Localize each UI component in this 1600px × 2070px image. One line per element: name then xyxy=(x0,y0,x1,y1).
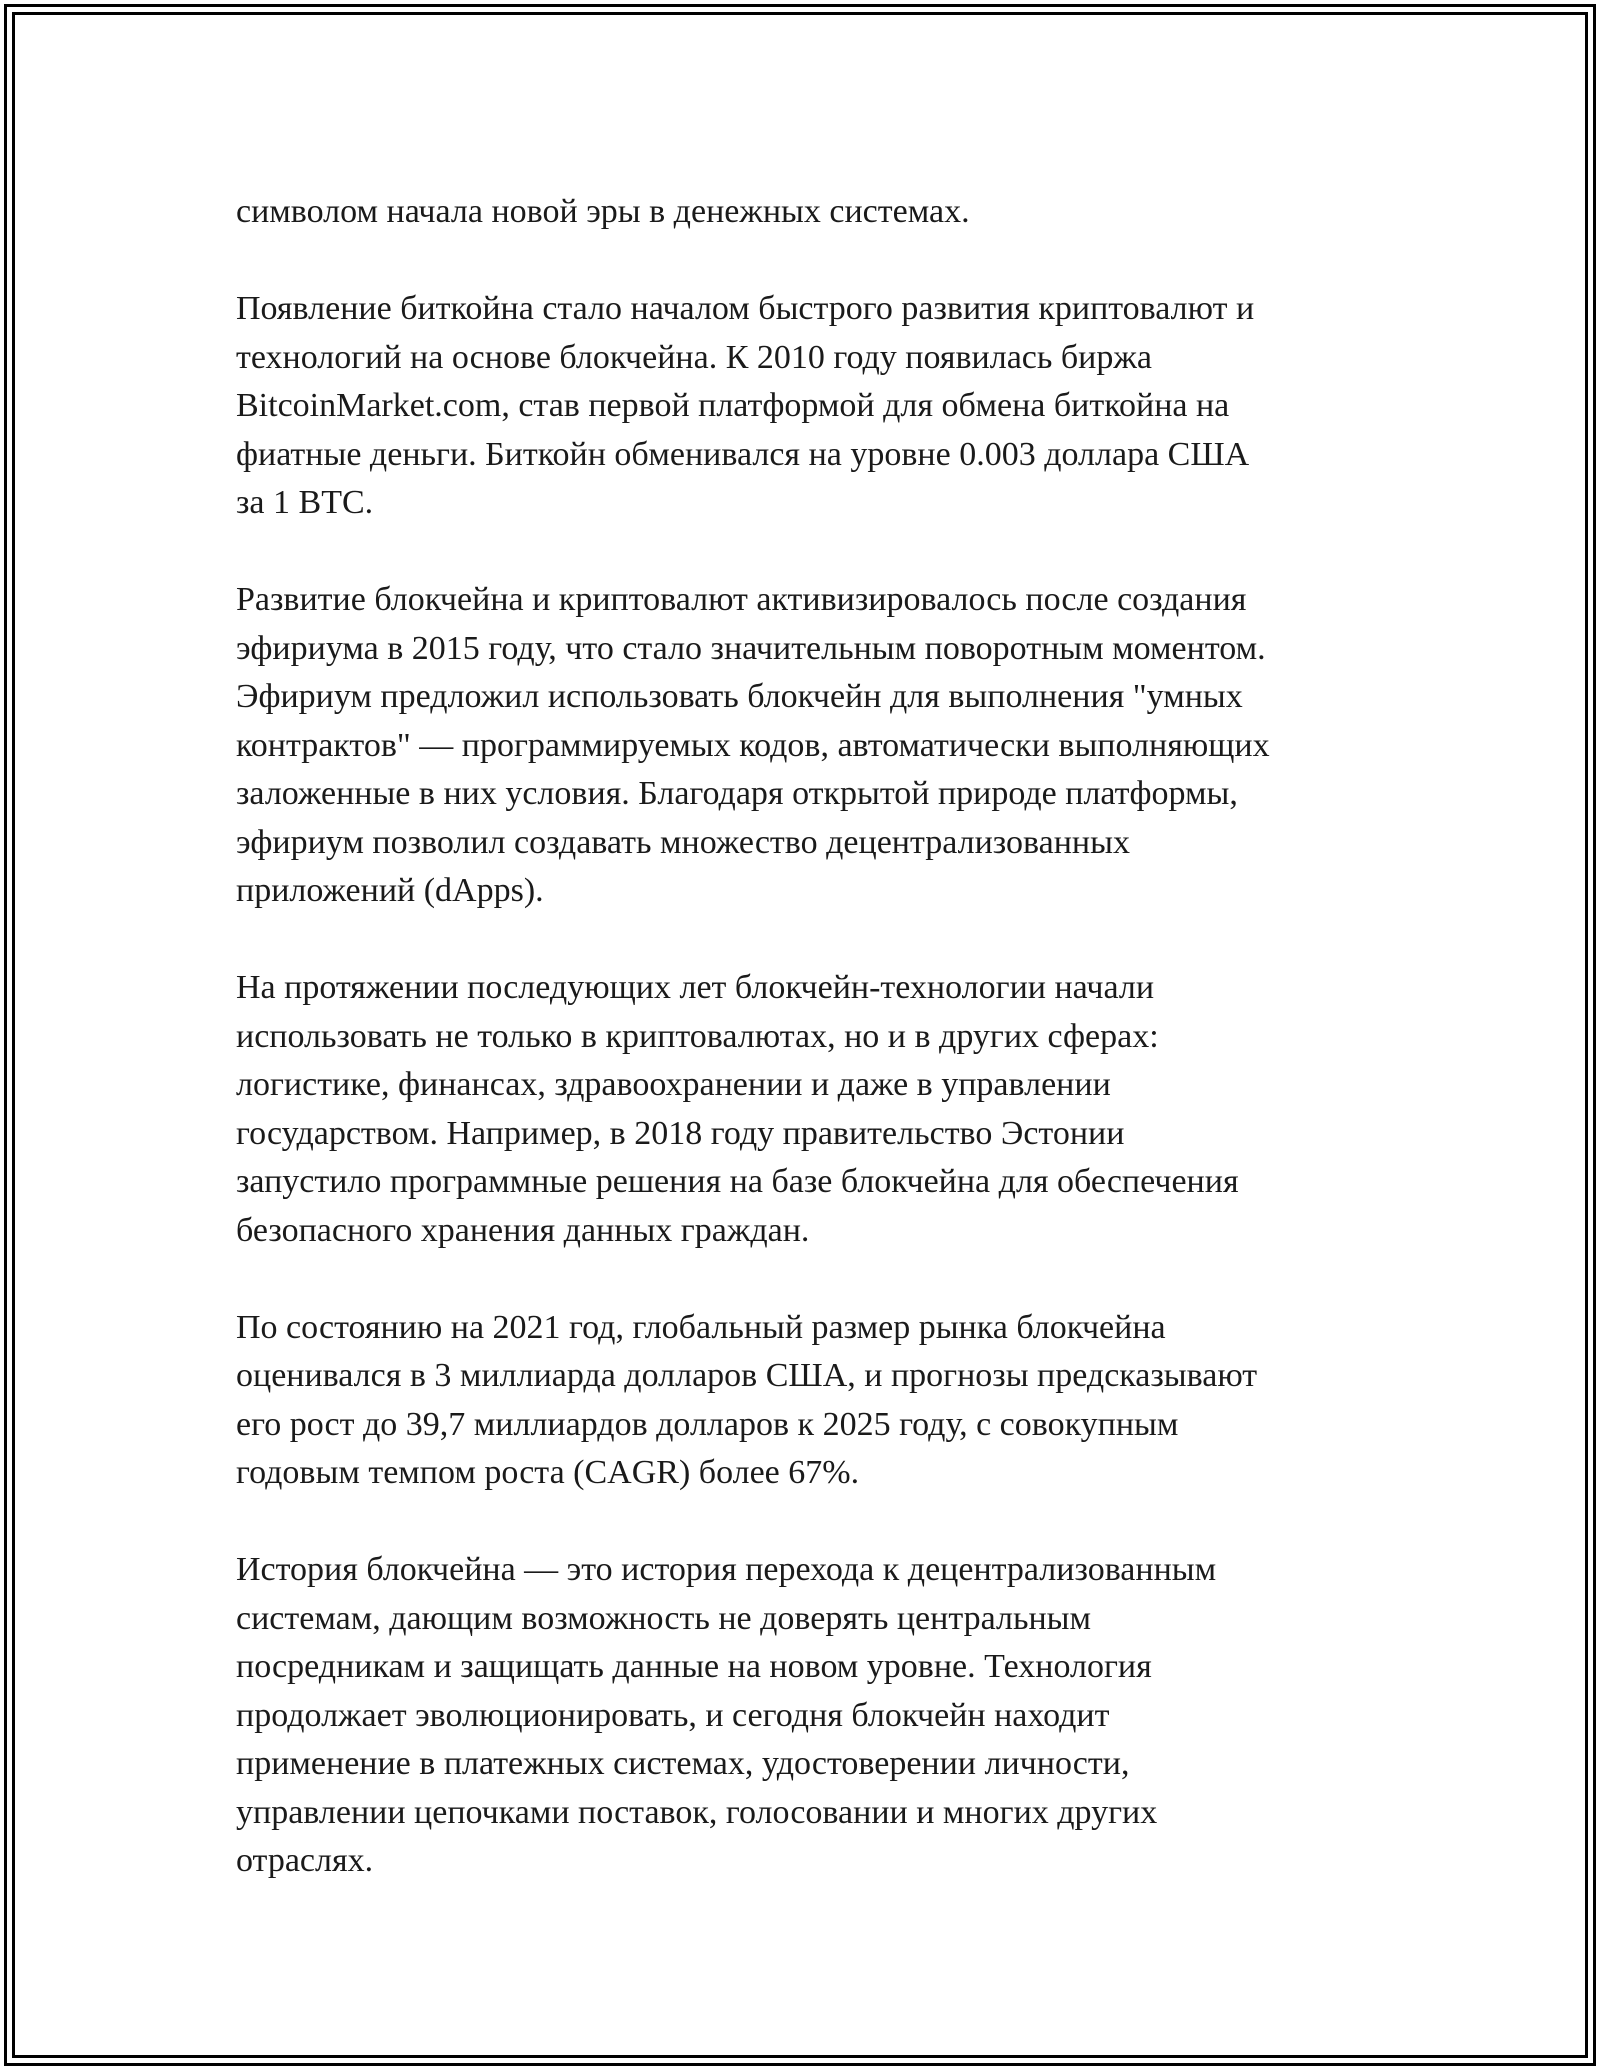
paragraph-2: Появление биткойна стало началом быстрого развития криптовалют и технологий на основе блокчейна. К 2010 году появилась биржа BitcoinMarket.com, став первой платформой для обмена биткойна на фиатные деньги. Биткойн обменивался на уровне 0.003 доллара США за 1 BTC. xyxy=(236,290,1255,521)
paragraph-3: Развитие блокчейна и криптовалют активизировалось после создания эфириума в 2015 году, что стало значительным поворотным моментом. Эфириум предложил использовать блокчейн для выполнения "умных контрактов" — программируемых кодов, автоматически выполняющих заложенные в них условия. Благодаря открытой природе платформы, эфириум позволил создавать множество децентрализованных приложений (dApps). xyxy=(236,581,1270,909)
paragraph-4: На протяжении последующих лет блокчейн-технологии начали использовать не только в криптовалютах, но и в других сферах: логистике, финансах, здравоохранении и даже в управлении государством. Например, в 2018 году правительство Эстонии запустило программные решения на базе блокчейна для обеспечения безопасного хранения данных граждан. xyxy=(236,969,1239,1249)
paragraph-5: По состоянию на 2021 год, глобальный размер рынка блокчейна оценивался в 3 миллиарда долларов США, и прогнозы предсказывают его рост до 39,7 миллиардов долларов к 2025 году, с совокупным годовым темпом роста (CAGR) более 67%. xyxy=(236,1308,1258,1491)
document-body xyxy=(236,188,1396,1934)
paragraph-1: символом начала новой эры в денежных системах. xyxy=(236,193,970,230)
paragraph-6: История блокчейна — это история перехода к децентрализованным системам, дающим возможность не доверять центральным посредникам и защищать данные на новом уровне. Технология продолжает эволюционировать, и сегодня блокчейн находит применение в платежных системах, удостоверении личности, управлении цепочками поставок, голосовании и многих других отраслях. xyxy=(236,1551,1217,1879)
